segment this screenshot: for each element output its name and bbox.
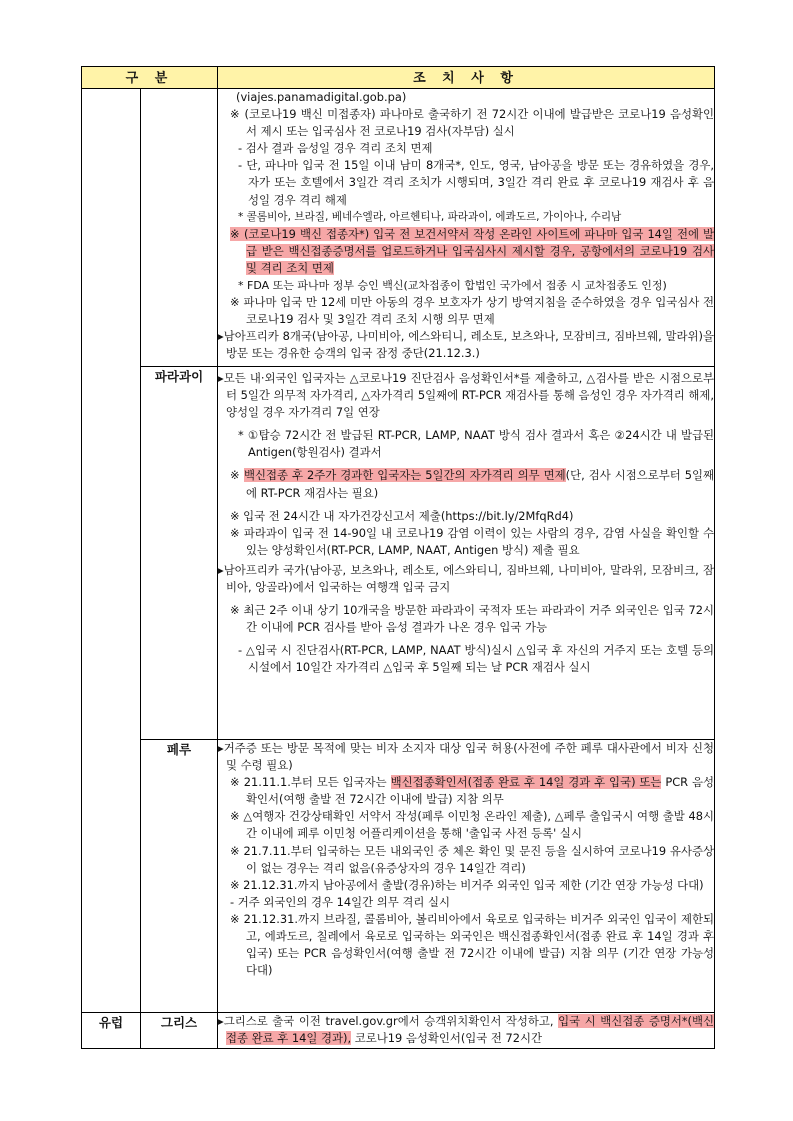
measures-table <box>81 66 715 1049</box>
highlight: 입국 시 백신접종 증명서*(백신접종 완료 후 14일 경과), <box>226 1014 715 1046</box>
panama-line: * 콜롬비아, 브라질, 베네수엘라, 아르헨티나, 파라과이, 에콰도르, 가이아나, 수리남 <box>238 210 622 223</box>
highlight: 백신접종 후 2주가 경과한 입국자는 5일간의 자가격리 의무 면제 <box>243 468 566 483</box>
paraguay-line: (단, 검사 시점으로부터 5일째에 RT-PCR 재검사는 필요) <box>246 468 715 500</box>
row-peru <box>82 740 715 1013</box>
peru-measures <box>218 740 715 1013</box>
peru-line: ※ 21.12.31.까지 브라질, 콜롬비아, 볼리비아에서 육로로 입국하는 비거주 외국인 입국이 제한되고, 에콰도르, 칠레에서 육로로 입국하는 외국인은 백신접종확인서(접종 완료 후 14일 경과 후 입국) 또는 PCR 음성확인서(여행 출발 전 72시간 이내에 발급) 지참 의무 (기간 연장 가능성 다대) <box>230 911 714 978</box>
country-cell-greece: 그리스 <box>141 1013 218 1049</box>
row-greece <box>82 1013 715 1049</box>
paraguay-measures <box>218 367 715 740</box>
greece-line <box>218 1013 714 1047</box>
panama-line: (viajes.panamadigital.gob.pa) <box>236 90 407 104</box>
peru-line: ※ 21.12.31.까지 남아공에서 출발(경유)하는 비거주 외국인 입국 제한 (기간 연장 가능성 다대) <box>230 877 704 892</box>
peru-line: ▸거주증 또는 방문 목적에 맞는 비자 소지자 대상 입국 허용(사전에 주한 페루 대사관에서 비자 신청 및 수령 필요) <box>218 741 714 773</box>
paraguay-line: ※ 파라과이 입국 전 14-90일 내 코로나19 감염 이력이 있는 사람의 경우, 감염 사실을 확인할 수 있는 양성확인서(RT-PCR, LAMP, NAAT, Antigen 방식) 제출 필요 <box>230 525 714 557</box>
panama-line: ▸남아프리카 8개국(남아공, 나미비아, 에스와티니, 레소토, 보츠와나, 모잠비크, 짐바브웨, 말라위)을 방문 또는 경유한 승객의 입국 잠정 중단(21.12.3.) <box>218 329 714 361</box>
header-row <box>82 67 715 89</box>
peru-line: ※ 21.7.11.부터 입국하는 모든 내외국인 중 체온 확인 및 문진 등을 실시하여 코로나19 유사증상이 없는 경우는 격리 없음(유증상자의 경우 14일간 격리) <box>230 843 714 875</box>
region-cell-americas <box>82 89 141 1013</box>
note-mark: ※ <box>230 468 244 483</box>
peru-line: ※ 21.11.1.부터 모든 입국자는 <box>230 775 391 790</box>
panama-vaccinated-note <box>218 226 714 277</box>
region-cell-europe: 유럽 <box>82 1013 141 1049</box>
paraguay-line: - △입국 시 진단검사(RT-PCR, LAMP, NAAT 방식)실시 △입국 후 자신의 거주지 또는 호텔 등의 시설에서 10일간 자가격리 △입국 후 5일째 되는 날 PCR 재검사 실시 <box>238 643 714 675</box>
greece-text: 코로나19 음성확인서(입국 전 72시간 <box>351 1031 543 1046</box>
country-cell-paraguay: 파라과이 <box>141 367 218 740</box>
country-cell-peru: 페루 <box>141 740 218 1013</box>
paraguay-line: * ①탑승 72시간 전 발급된 RT-PCR, LAMP, NAAT 방식 검사 결과서 혹은 ②24시간 내 발급된 Antigen(항원검사) 결과서 <box>238 428 714 460</box>
panama-line: - 단, 파나마 입국 전 15일 이내 남미 8개국*, 인도, 영국, 남아공을 방문 또는 경유하였을 경우, 자가 또는 호텔에서 3일간 격리 조치가 시행되며, 3일간 격리 완료 후 코로나19 재검사 후 음성일 경우 격리 해제 <box>238 158 714 207</box>
paraguay-line: ※ 입국 전 24시간 내 자가건강신고서 제출(https://bit.ly/2MfqRd4) <box>230 508 574 523</box>
panama-measures <box>218 89 715 367</box>
greece-text: ▸그리스로 출국 이전 travel.gov.gr에서 승객위치확인서 작성하고, <box>218 1014 559 1028</box>
panama-line: - 검사 결과 음성일 경우 격리 조치 면제 <box>238 141 433 156</box>
country-cell-panama <box>141 89 218 367</box>
row-paraguay <box>82 367 715 740</box>
paraguay-line: ▸모든 내·외국인 입국자는 △코로나19 진단검사 음성확인서*를 제출하고, △검사를 받은 시점으로부터 5일간 의무적 자가격리, △자가격리 5일째에 RT-PCR 재검사를 통해 음성인 경우 자가격리 해제, 양성일 경우 자가격리 7일 연장 <box>218 371 714 420</box>
panama-line: ※ 파나마 입국 만 12세 미만 아동의 경우 보호자가 상기 방역지침을 준수하였을 경우 입국심사 전 코로나19 검사 및 3일간 격리 조치 시행 의무 면제 <box>230 295 714 327</box>
paraguay-line: ▸남아프리카 국가(남아공, 보츠와나, 레소토, 에스와티니, 짐바브웨, 나미비아, 말라위, 모잠비크, 잠비아, 앙골라)에서 입국하는 여행객 입국 금지 <box>218 562 714 595</box>
row-panama <box>82 89 715 367</box>
peru-line: ※ △여행자 건강상태확인 서약서 작성(페루 이민청 온라인 제출), △페루 출입국시 여행 출발 48시간 이내에 페루 이민청 어플리케이션을 통해 '출입국 사전 등록' 실시 <box>230 809 714 841</box>
peru-vaccine-requirement <box>218 774 714 808</box>
highlight: 백신접종확인서(접종 완료 후 14일 경과 후 입국) 또는 <box>390 775 662 790</box>
panama-line: * FDA 또는 파나마 정부 승인 백신(교차접종이 합법인 국가에서 접종 시 교차접종도 인정) <box>238 279 667 293</box>
peru-line: - 거주 외국인의 경우 14일간 의무 격리 실시 <box>230 894 451 909</box>
peru-line: PCR 음성확인서(여행 출발 전 72시간 이내에 발급) 지참 의무 <box>246 775 715 807</box>
highlight: ※ (코로나19 백신 접종자*) 입국 전 보건서약서 작성 온라인 사이트에 파나마 입국 14일 전에 발급 받은 백신접종증명서를 업로드하거나 입국심사시 제시할 경우, 공항에서의 코로나19 검사 및 격리 조치 면제 <box>230 226 714 275</box>
panama-line: ※ (코로나19 백신 미접종자) 파나마로 출국하기 전 72시간 이내에 발급받은 코로나19 음성확인서 제시 또는 입국심사 전 코로나19 검사(자부담) 실시 <box>230 107 714 139</box>
greece-measures <box>218 1013 715 1049</box>
header-category: 구 분 <box>82 67 218 89</box>
paraguay-line: ※ 최근 2주 이내 상기 10개국을 방문한 파라과이 국적자 또는 파라과이 거주 외국인은 입국 72시간 이내에 PCR 검사를 받아 음성 결과가 나온 경우 입국 가능 <box>230 603 714 635</box>
header-measures: 조 치 사 항 <box>218 67 715 89</box>
paraguay-vaccinated-note <box>218 467 714 501</box>
